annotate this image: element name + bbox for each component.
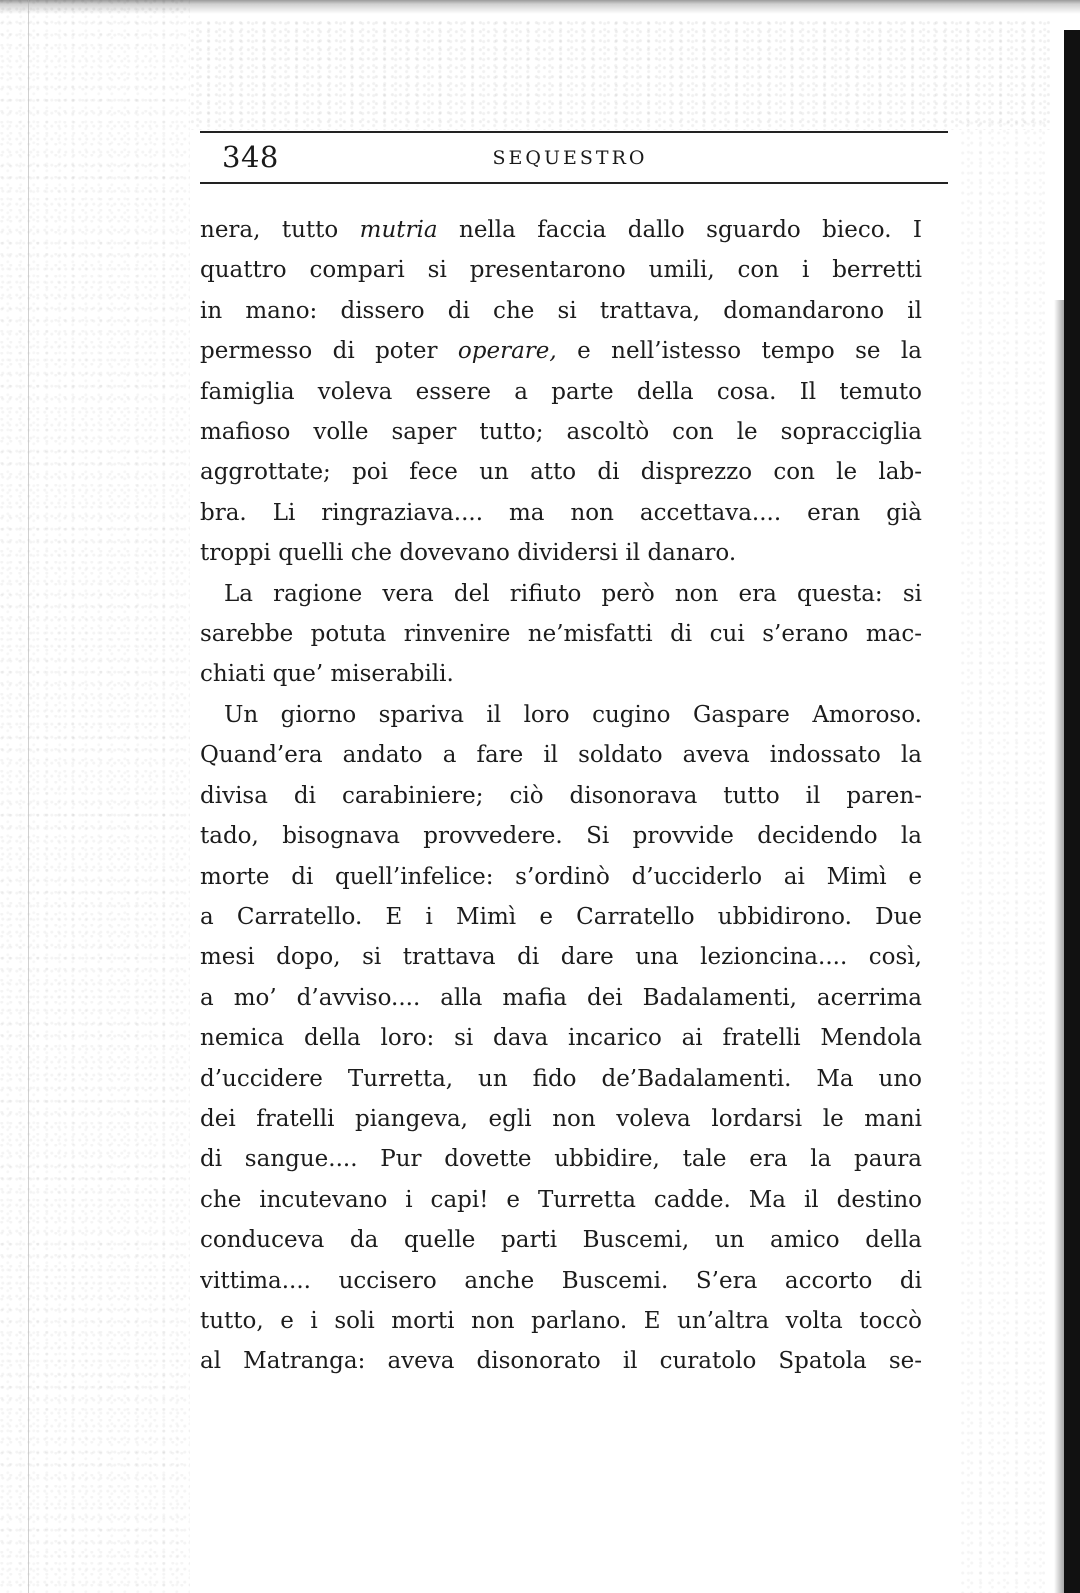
- text-line: chiati que’ miserabili.: [200, 661, 454, 688]
- page-number: 348: [222, 140, 279, 174]
- italic-word: operare,: [457, 338, 557, 365]
- text-line: a mo’ d’avviso.... alla mafia dei Badalamenti, acerrima: [200, 984, 922, 1011]
- scan-right-margin-noise: [960, 120, 1045, 1593]
- paragraph-2: [200, 574, 922, 695]
- text-line: famiglia voleva essere a parte della cosa. Il temuto: [200, 378, 922, 405]
- text-line: tado, bisognava provvedere. Si provvide decidendo la: [200, 823, 922, 850]
- italic-word: mutria: [359, 217, 438, 243]
- text-line: Quand’era andato a fare il soldato aveva indossato la: [200, 742, 922, 769]
- text-line: che incutevano i capi! e Turretta cadde. Ma il destino: [200, 1186, 922, 1213]
- scan-left-fold-line: [28, 0, 29, 1593]
- header-rule-top: [200, 131, 948, 133]
- paragraph-1: [200, 210, 922, 574]
- text-line: sarebbe potuta rinvenire ne’misfatti di cui s’erano mac-: [200, 621, 922, 648]
- running-head: SEQUESTRO: [492, 147, 648, 169]
- text-line: tutto, e i soli morti non parlano. E un’altra volta toccò: [200, 1307, 922, 1334]
- text-line: nera, tutto mutria nella faccia dallo sguardo bieco. I: [200, 217, 922, 243]
- text-line: al Matranga: aveva disonorato il curatolo Spatola se-: [200, 1348, 922, 1375]
- text-line: mafioso volle saper tutto; ascoltò con le sopracciglia: [200, 419, 922, 446]
- text-line: bra. Li ringraziava.... ma non accettava.... eran già: [200, 499, 922, 526]
- text-line: in mano: dissero di che si trattava, domandarono il: [200, 297, 922, 324]
- text-line: di sangue.... Pur dovette ubbidire, tale era la paura: [200, 1146, 922, 1173]
- text-line: nemica della loro: si dava incarico ai fratelli Mendola: [200, 1025, 922, 1052]
- scan-right-shadow: [1054, 300, 1064, 1593]
- text-line: permesso di poter operare, e nell’istesso tempo se la: [200, 338, 922, 365]
- paragraph-3: [200, 695, 922, 1382]
- text-line: aggrottate; poi fece un atto di disprezzo con le lab-: [200, 459, 922, 486]
- text-line: conduceva da quelle parti Buscemi, un amico della: [200, 1227, 922, 1254]
- text-line: d’uccidere Turretta, un fido de’Badalamenti. Ma uno: [200, 1065, 922, 1092]
- text-line: quattro compari si presentarono umili, con i berretti: [200, 257, 922, 284]
- text-line: dei fratelli piangeva, egli non voleva lordarsi le mani: [200, 1105, 922, 1132]
- body-text: [200, 210, 922, 1382]
- text-line: mesi dopo, si trattava di dare una lezioncina.... così,: [200, 944, 922, 971]
- text-line: vittima.... uccisero anche Buscemi. S’era accorto di: [200, 1267, 922, 1294]
- text-line: a Carratello. E i Mimì e Carratello ubbidirono. Due: [200, 903, 922, 930]
- text-line: morte di quell’infelice: s’ordinò d’ucciderlo ai Mimì e: [200, 863, 922, 890]
- scan-top-margin-noise: [190, 20, 1050, 130]
- header-rule-bottom: [200, 182, 948, 184]
- text-line: Un giorno spariva il loro cugino Gaspare Amoroso.: [224, 701, 922, 728]
- scan-right-edge: [1064, 30, 1080, 1593]
- text-line: La ragione vera del rifiuto però non era questa: si: [224, 580, 922, 607]
- text-line: divisa di carabiniere; ciò disonorava tutto il paren-: [200, 782, 922, 809]
- text-line: troppi quelli che dovevano dividersi il danaro.: [200, 540, 737, 567]
